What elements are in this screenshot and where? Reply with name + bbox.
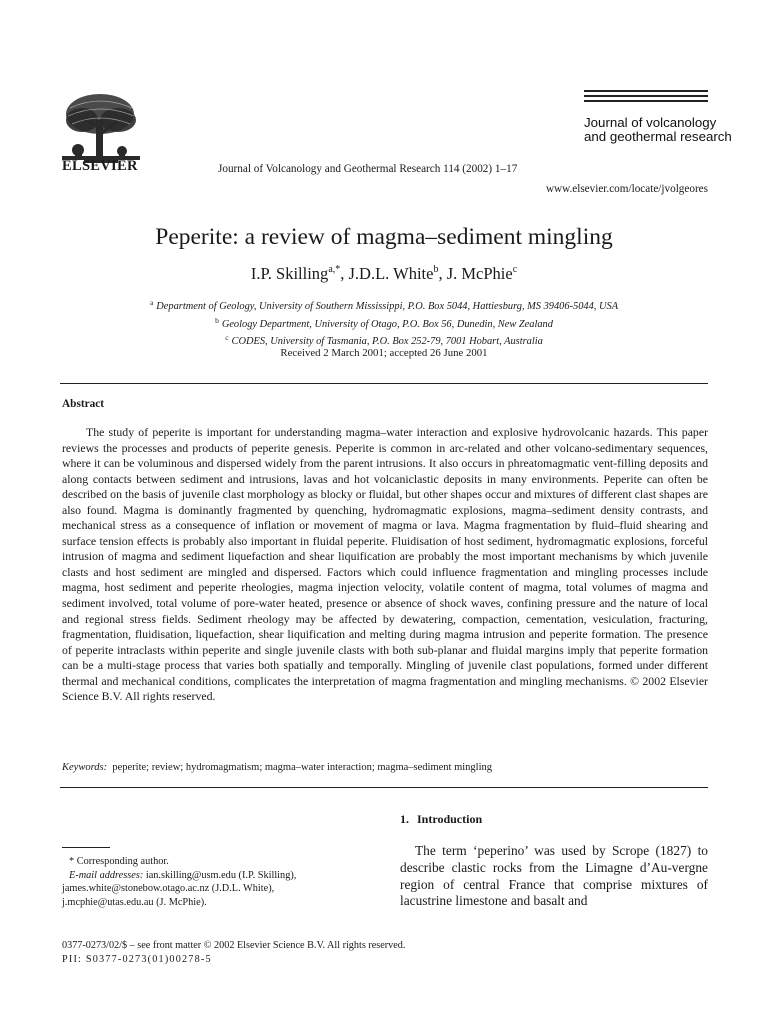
corresponding-author-note: * Corresponding author. xyxy=(69,856,169,867)
author-name: J. McPhie xyxy=(446,264,513,283)
abstract-heading: Abstract xyxy=(62,398,105,410)
keywords-label: Keywords: xyxy=(62,762,108,773)
affiliation xyxy=(0,331,768,349)
publisher-name: ELSEVIER xyxy=(62,158,138,174)
affiliation-mark: c xyxy=(225,333,229,342)
email-address[interactable]: ian.skilling@usm.edu (I.P. Skilling), xyxy=(145,869,297,881)
divider xyxy=(60,383,708,384)
article-title: Peperite: a review of magma–sediment mingling xyxy=(155,224,613,250)
section-number: 1. xyxy=(400,812,409,826)
affiliation-mark: b xyxy=(215,315,219,325)
email-address[interactable]: j.mcphie@utas.edu.au (J. McPhie). xyxy=(62,896,207,908)
author-name: J.D.L. White xyxy=(348,264,434,283)
affiliation-text: Geology Department, University of Otago, P.O. Box 56, Dunedin, New Zealand xyxy=(221,318,553,330)
journal-citation: Journal of Volcanology and Geothermal Research 114 (2002) 1–17 xyxy=(218,163,518,175)
abstract-text: The study of peperite is important for understanding magma–water interaction and explosive hydrovolcanic hazards. This paper reviews the processes and products of peperite genesis. Peperite is common in arc-related and other volcano-sedimentary sequences, where it can be voluminous and dispersed widely from the parent intrusions. It also occurs in phreatomagmatic vent-filling deposits and along contacts between sediment and intrusions, lavas and hot volcaniclastic deposits in many environments. Peperite can often be described on the basis of juvenile clast morphology as blocky or fluidal, but other shapes occur and mixtures of different clast shapes are also found. Magma is dominantly fragmented by quenching, hydromagmatic explosions, magma–sediment density contrasts, and mechanical stress as a consequence of inflation or movement of magma or lava. Magma fragmentation by fluid–fluid shearing and surface tension effects is probably also important in fluidal peperite. Fluidisation of host sediment, hydromagmatic explosions, forceful intrusion of magma and sediment liquefaction and shear liquification are probably the most important mechanisms by which juvenile clasts and host sediment are mingled and dispersed. Factors which could influence fragmentation and mingling processes include magma, host sediment and peperite rheologies, magma injection velocity, volatile content of magma, total volumes of magma and sediment involved, total volume of pore-water heated, presence or absence of shock waves, confining pressure and the nature of local and regional stress fields. Sediment rheology may be affected by dewatering, compaction, cementation, vesiculation, fracturing, fragmentation, fluidisation, liquefaction, shear liquification and melting during magma intrusion and peperite formation. The presence of peperite intraclasts within peperite and single juvenile clasts with both sub-planar and fluidal margins imply that peperite formation can be a multi-stage process that varies both spatially and temporally. Mingling of juvenile clast populations, formed under different thermal and mechanical conditions, complicates the interpretation of magma fragmentation and mingling mechanisms. © 2002 Elsevier Science B.V. All rights reserved. xyxy=(62,425,708,704)
section-heading xyxy=(400,812,482,827)
author-marks: a,* xyxy=(328,264,341,275)
email-label: E-mail addresses: xyxy=(69,869,144,881)
affiliation-text: Department of Geology, University of Southern Mississippi, P.O. Box 5044, Hattiesburg, MS 39406-5044, USA xyxy=(156,301,619,312)
author-separator: , xyxy=(340,264,349,283)
introduction-text: The term ‘peperino’ was used by Scrope (1827) to describe clastic rocks from the Limagne d’Au-vergne region of central France that comprise mixtures of lacustrine limestone and basalt and xyxy=(400,843,708,909)
issn-line: 0377-0273/02/$ – see front matter © 2002 Elsevier Science B.V. All rights reserved. xyxy=(62,940,406,951)
affiliations xyxy=(0,296,768,349)
email-line xyxy=(62,869,392,883)
keywords xyxy=(62,762,492,773)
author-marks: b xyxy=(433,264,439,275)
keywords-list: peperite; review; hydromagmatism; magma–water interaction; magma–sediment mingling xyxy=(112,762,492,773)
section-title: Introduction xyxy=(417,812,483,826)
footnote xyxy=(62,855,392,909)
journal-url[interactable]: www.elsevier.com/locate/jvolgeores xyxy=(545,183,708,195)
journal-title-line1: Journal of volcanology xyxy=(584,115,717,130)
elsevier-tree-logo xyxy=(60,90,142,168)
author-list xyxy=(0,264,768,284)
author-separator: , xyxy=(438,264,447,283)
journal-header-rules xyxy=(584,90,708,105)
footnote-rule xyxy=(62,847,110,848)
affiliation xyxy=(0,314,768,332)
affiliation xyxy=(0,296,768,314)
divider xyxy=(60,787,708,788)
email-address[interactable]: james.white@stonebow.otago.ac.nz (J.D.L. White), xyxy=(62,883,275,894)
affiliation-mark: a xyxy=(149,298,154,307)
author-name: I.P. Skilling xyxy=(250,264,329,283)
journal-title-line2: and geothermal research xyxy=(584,129,732,144)
received-dates: Received 2 March 2001; accepted 26 June 2001 xyxy=(280,347,488,359)
journal-title xyxy=(584,116,732,144)
affiliation-text: CODES, University of Tasmania, P.O. Box 252-79, 7001 Hobart, Australia xyxy=(231,336,543,347)
pii-line: PII: S0377-0273(01)00278-5 xyxy=(62,953,212,965)
copyright-block xyxy=(62,939,405,966)
author-marks: c xyxy=(512,264,518,275)
